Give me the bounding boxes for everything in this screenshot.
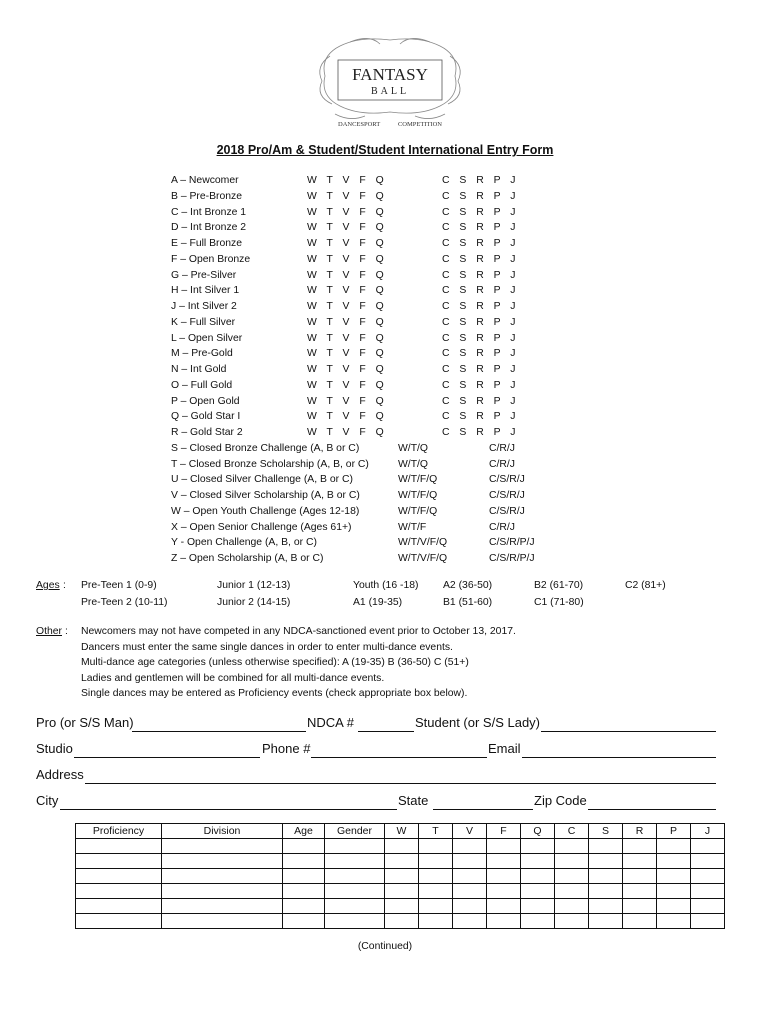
- pro-label: Pro (or S/S Man): [36, 715, 134, 730]
- logo-right-text: COMPETITION: [397, 121, 442, 128]
- entry-cell[interactable]: [487, 899, 521, 914]
- entry-cell[interactable]: [623, 839, 657, 854]
- latin-dances: C/S/R/P/J: [489, 553, 535, 564]
- level-name: E – Full Bronze: [171, 238, 243, 249]
- form-title: 2018 Pro/Am & Student/Student International Entry Form: [216, 143, 554, 157]
- level-name: F – Open Bronze: [171, 253, 251, 265]
- other-note: Ladies and gentlemen will be combined for all multi-dance events.: [81, 672, 385, 684]
- standard-dances: W T V F Q: [307, 175, 385, 186]
- entry-cell[interactable]: [691, 869, 725, 884]
- standard-dances: W T V F Q: [307, 379, 385, 391]
- entry-cell[interactable]: [691, 884, 725, 899]
- level-name: B – Pre-Bronze: [171, 190, 243, 202]
- entry-cell[interactable]: [521, 854, 555, 869]
- entry-cell[interactable]: [623, 884, 657, 899]
- entry-cell[interactable]: [162, 914, 283, 929]
- standard-dances: W/T/F/Q: [398, 474, 438, 486]
- latin-dances: C S R P J: [442, 348, 516, 360]
- age-item: Pre-Teen 1 (0-9): [81, 580, 157, 591]
- entry-cell[interactable]: [657, 884, 691, 899]
- entry-cell[interactable]: [487, 839, 521, 854]
- ndca-label: NDCA #: [307, 715, 354, 730]
- latin-dances: C S R P J: [442, 175, 516, 186]
- entry-cell[interactable]: [283, 884, 325, 899]
- col-s: S: [589, 824, 623, 839]
- zip-field[interactable]: [588, 809, 716, 810]
- col-v: V: [453, 824, 487, 839]
- entry-cell[interactable]: [283, 839, 325, 854]
- entry-cell[interactable]: [589, 839, 623, 854]
- entry-cell[interactable]: [453, 854, 487, 869]
- entry-cell[interactable]: [453, 899, 487, 914]
- entry-cell[interactable]: [521, 869, 555, 884]
- entry-cell[interactable]: [162, 839, 283, 854]
- entry-cell[interactable]: [623, 854, 657, 869]
- entry-cell[interactable]: [657, 899, 691, 914]
- standard-dances: W T V F Q: [307, 316, 385, 328]
- col-p: P: [657, 824, 691, 839]
- entry-cell[interactable]: [521, 899, 555, 914]
- entry-cell[interactable]: [521, 914, 555, 929]
- city-field[interactable]: [60, 809, 397, 810]
- state-field[interactable]: [433, 809, 533, 810]
- level-name: J – Int Silver 2: [171, 301, 237, 312]
- standard-dances: W T V F Q: [307, 222, 385, 234]
- entry-cell[interactable]: [419, 869, 453, 884]
- level-name: H – Int Silver 1: [171, 285, 240, 297]
- phone-field[interactable]: [311, 757, 487, 758]
- latin-dances: C S R P J: [442, 379, 516, 391]
- event-name: Y - Open Challenge (A, B, or C): [171, 537, 317, 549]
- event-name: T – Closed Bronze Scholarship (A, B, or C): [171, 458, 369, 470]
- entry-cell[interactable]: [419, 884, 453, 899]
- level-name: Q – Gold Star I: [171, 411, 241, 423]
- continued-note: (Continued): [357, 941, 413, 952]
- standard-dances: W T V F Q: [307, 285, 385, 297]
- col-t: T: [419, 824, 453, 839]
- entry-cell[interactable]: [521, 884, 555, 899]
- standard-dances: W/T/Q: [398, 442, 429, 454]
- entry-cell[interactable]: [487, 914, 521, 929]
- entry-cell[interactable]: [691, 854, 725, 869]
- entry-cell[interactable]: [419, 899, 453, 914]
- col-gender: Gender: [325, 824, 385, 839]
- latin-dances: C/S/R/J: [489, 505, 525, 517]
- latin-dances: C S R P J: [442, 238, 516, 249]
- student-label: Student (or S/S Lady): [415, 715, 541, 730]
- standard-dances: W T V F Q: [307, 348, 385, 360]
- standard-dances: W/T/F/Q: [398, 490, 438, 501]
- entry-cell[interactable]: [162, 854, 283, 869]
- entry-cell[interactable]: [487, 854, 521, 869]
- latin-dances: C S R P J: [442, 190, 516, 202]
- entry-table: [75, 823, 725, 929]
- latin-dances: C S R P J: [442, 222, 516, 234]
- latin-dances: C S R P J: [442, 253, 516, 265]
- entry-cell[interactable]: [657, 869, 691, 884]
- level-name: M – Pre-Gold: [171, 348, 233, 360]
- entry-cell[interactable]: [555, 854, 589, 869]
- entry-cell[interactable]: [453, 914, 487, 929]
- other-label: Other: [36, 626, 62, 637]
- age-item: Junior 1 (12-13): [217, 580, 291, 591]
- entry-cell[interactable]: [623, 869, 657, 884]
- table-row: [76, 914, 725, 929]
- entry-cell[interactable]: [555, 884, 589, 899]
- entry-cell[interactable]: [76, 884, 162, 899]
- entry-cell[interactable]: [76, 899, 162, 914]
- other-note: Multi-dance age categories (unless otherwise specified): A (19-35) B (36-50) C (51+): [81, 657, 469, 668]
- standard-dances: W/T/F/Q: [398, 505, 438, 517]
- latin-dances: C/S/R/J: [489, 474, 525, 486]
- entry-cell[interactable]: [76, 854, 162, 869]
- entry-cell[interactable]: [385, 839, 419, 854]
- entry-cell[interactable]: [385, 854, 419, 869]
- city-row: [36, 793, 716, 813]
- level-name: K – Full Silver: [171, 316, 236, 328]
- level-name: G – Pre-Silver: [171, 269, 237, 281]
- latin-dances: C/S/R/J: [489, 490, 525, 501]
- table-row: [76, 869, 725, 884]
- level-name: N – Int Gold: [171, 364, 227, 375]
- standard-dances: W/T/Q: [398, 458, 429, 470]
- col-w: W: [385, 824, 419, 839]
- studio-label: Studio: [36, 741, 73, 756]
- entry-cell[interactable]: [162, 899, 283, 914]
- entry-cell[interactable]: [657, 914, 691, 929]
- latin-dances: C S R P J: [442, 395, 516, 407]
- event-name: S – Closed Bronze Challenge (A, B or C): [171, 442, 360, 454]
- entry-cell[interactable]: [657, 839, 691, 854]
- age-item: Youth (16 -18): [353, 580, 419, 591]
- level-name: D – Int Bronze 2: [171, 222, 247, 234]
- standard-dances: W T V F Q: [307, 427, 385, 438]
- event-name: W – Open Youth Challenge (Ages 12-18): [171, 505, 360, 517]
- entry-cell[interactable]: [325, 914, 385, 929]
- standard-dances: W T V F Q: [307, 364, 385, 375]
- col-f: F: [487, 824, 521, 839]
- other-note: Dancers must enter the same single dances in order to enter multi-dance events.: [81, 641, 453, 653]
- entry-cell[interactable]: [453, 839, 487, 854]
- entry-cell[interactable]: [555, 839, 589, 854]
- entry-cell[interactable]: [325, 869, 385, 884]
- entry-cell[interactable]: [589, 854, 623, 869]
- entry-cell[interactable]: [283, 899, 325, 914]
- standard-dances: W/T/F: [398, 521, 427, 533]
- level-name: A – Newcomer: [171, 175, 239, 186]
- entry-cell[interactable]: [657, 854, 691, 869]
- latin-dances: C/R/J: [489, 442, 515, 454]
- event-name: Z – Open Scholarship (A, B or C): [171, 553, 324, 564]
- entry-cell[interactable]: [76, 869, 162, 884]
- names-row: [36, 715, 716, 735]
- standard-dances: W/T/V/F/Q: [398, 553, 448, 564]
- entry-cell[interactable]: [589, 884, 623, 899]
- standard-dances: W T V F Q: [307, 269, 385, 281]
- standard-dances: W T V F Q: [307, 253, 385, 265]
- city-label: City: [36, 793, 59, 808]
- latin-dances: C S R P J: [442, 301, 516, 312]
- standard-dances: W T V F Q: [307, 411, 385, 423]
- entry-cell[interactable]: [691, 914, 725, 929]
- fantasy-ball-logo: [310, 36, 470, 132]
- student-name-field[interactable]: [541, 731, 716, 732]
- entry-cell[interactable]: [487, 869, 521, 884]
- entry-cell[interactable]: [419, 839, 453, 854]
- table-row: [76, 884, 725, 899]
- level-name: P – Open Gold: [171, 395, 240, 407]
- latin-dances: C/S/R/P/J: [489, 537, 535, 549]
- entry-cell[interactable]: [162, 869, 283, 884]
- col-c: C: [555, 824, 589, 839]
- level-name: O – Full Gold: [171, 379, 233, 391]
- entry-cell[interactable]: [325, 839, 385, 854]
- col-age: Age: [283, 824, 325, 839]
- entry-cell[interactable]: [419, 854, 453, 869]
- other-note: Single dances may be entered as Proficiency events (check appropriate box below).: [81, 688, 468, 699]
- entry-cell[interactable]: [283, 854, 325, 869]
- col-j: J: [691, 824, 725, 839]
- email-field[interactable]: [522, 757, 716, 758]
- level-name: R – Gold Star 2: [171, 427, 243, 438]
- col-r: R: [623, 824, 657, 839]
- zip-label: Zip Code: [534, 793, 587, 808]
- entry-cell[interactable]: [385, 869, 419, 884]
- age-item: B2 (61-70): [534, 580, 584, 591]
- latin-dances: C S R P J: [442, 285, 516, 297]
- latin-dances: C S R P J: [442, 427, 516, 438]
- entry-cell[interactable]: [589, 899, 623, 914]
- entry-cell[interactable]: [555, 914, 589, 929]
- studio-field[interactable]: [74, 757, 260, 758]
- entry-cell[interactable]: [589, 914, 623, 929]
- phone-label: Phone #: [262, 741, 311, 756]
- event-name: X – Open Senior Challenge (Ages 61+): [171, 521, 352, 533]
- entry-cell[interactable]: [555, 899, 589, 914]
- ages-label: Ages: [36, 580, 60, 591]
- age-item: A2 (36-50): [443, 580, 493, 591]
- entry-cell[interactable]: [76, 839, 162, 854]
- entry-cell[interactable]: [325, 884, 385, 899]
- pro-name-field[interactable]: [132, 731, 306, 732]
- entry-cell[interactable]: [162, 884, 283, 899]
- table-row: [76, 839, 725, 854]
- other-note: Newcomers may not have competed in any NDCA-sanctioned event prior to October 13, 2017.: [81, 626, 516, 637]
- entry-cell[interactable]: [325, 899, 385, 914]
- logo-main-text: FANTASY: [352, 65, 428, 84]
- latin-dances: C/R/J: [489, 521, 515, 533]
- contact-row: [36, 741, 716, 761]
- latin-dances: C S R P J: [442, 206, 516, 218]
- entry-cell[interactable]: [325, 854, 385, 869]
- address-field[interactable]: [85, 783, 716, 784]
- table-header-row: [76, 824, 725, 839]
- standard-dances: W T V F Q: [307, 395, 385, 407]
- table-row: [76, 899, 725, 914]
- age-item: B1 (51-60): [443, 597, 493, 608]
- age-item: A1 (19-35): [353, 597, 403, 608]
- entry-cell[interactable]: [589, 869, 623, 884]
- entry-cell[interactable]: [487, 884, 521, 899]
- standard-dances: W T V F Q: [307, 238, 385, 249]
- entry-cell[interactable]: [453, 884, 487, 899]
- entry-cell[interactable]: [691, 899, 725, 914]
- age-item: C2 (81+): [625, 580, 666, 591]
- standard-dances: W T V F Q: [307, 190, 385, 202]
- event-name: U – Closed Silver Challenge (A, B or C): [171, 474, 353, 486]
- logo-left-text: DANCESPORT: [338, 121, 381, 128]
- ages-section: Ages : Pre-Teen 1 (0-9) Junior 1 (12-13) Youth (16 -18) A2 (36-50) B2 (61-70) C2 (81+) Pre-Teen 2 (10-11) Junior 2 (14-15) A1 (19-35) B1 (51-60) C1 (71-80): [36, 580, 666, 608]
- latin-dances: C S R P J: [442, 364, 516, 375]
- entry-cell[interactable]: [76, 914, 162, 929]
- address-label: Address: [36, 767, 84, 782]
- entry-cell[interactable]: [385, 899, 419, 914]
- latin-dances: C S R P J: [442, 316, 516, 328]
- level-name: C – Int Bronze 1: [171, 206, 247, 218]
- level-name: L – Open Silver: [171, 332, 243, 344]
- standard-dances: W T V F Q: [307, 332, 385, 344]
- age-item: Junior 2 (14-15): [217, 597, 291, 608]
- state-label: State: [398, 793, 429, 808]
- standard-dances: W/T/V/F/Q: [398, 537, 448, 549]
- email-label: Email: [488, 741, 521, 756]
- col-q: Q: [521, 824, 555, 839]
- logo-sub-text: BALL: [370, 86, 410, 97]
- ndca-number-field[interactable]: [358, 731, 414, 732]
- latin-dances: C/R/J: [489, 458, 515, 470]
- latin-dances: C S R P J: [442, 332, 516, 344]
- standard-dances: W T V F Q: [307, 301, 385, 312]
- entry-cell[interactable]: [555, 869, 589, 884]
- entry-cell[interactable]: [623, 899, 657, 914]
- address-row: [36, 767, 716, 787]
- entry-cell[interactable]: [283, 869, 325, 884]
- latin-dances: C S R P J: [442, 411, 516, 423]
- entry-cell[interactable]: [283, 914, 325, 929]
- table-row: [76, 854, 725, 869]
- age-item: C1 (71-80): [534, 597, 584, 608]
- standard-dances: W T V F Q: [307, 206, 385, 218]
- entry-cell[interactable]: [453, 869, 487, 884]
- entry-cell[interactable]: [385, 884, 419, 899]
- entry-cell[interactable]: [419, 914, 453, 929]
- col-proficiency: Proficiency: [76, 824, 162, 839]
- entry-cell[interactable]: [521, 839, 555, 854]
- age-item: Pre-Teen 2 (10-11): [81, 597, 168, 608]
- entry-cell[interactable]: [623, 914, 657, 929]
- entry-cell[interactable]: [385, 914, 419, 929]
- event-name: V – Closed Silver Scholarship (A, B or C): [171, 490, 360, 501]
- col-division: Division: [162, 824, 283, 839]
- entry-cell[interactable]: [691, 839, 725, 854]
- latin-dances: C S R P J: [442, 269, 516, 281]
